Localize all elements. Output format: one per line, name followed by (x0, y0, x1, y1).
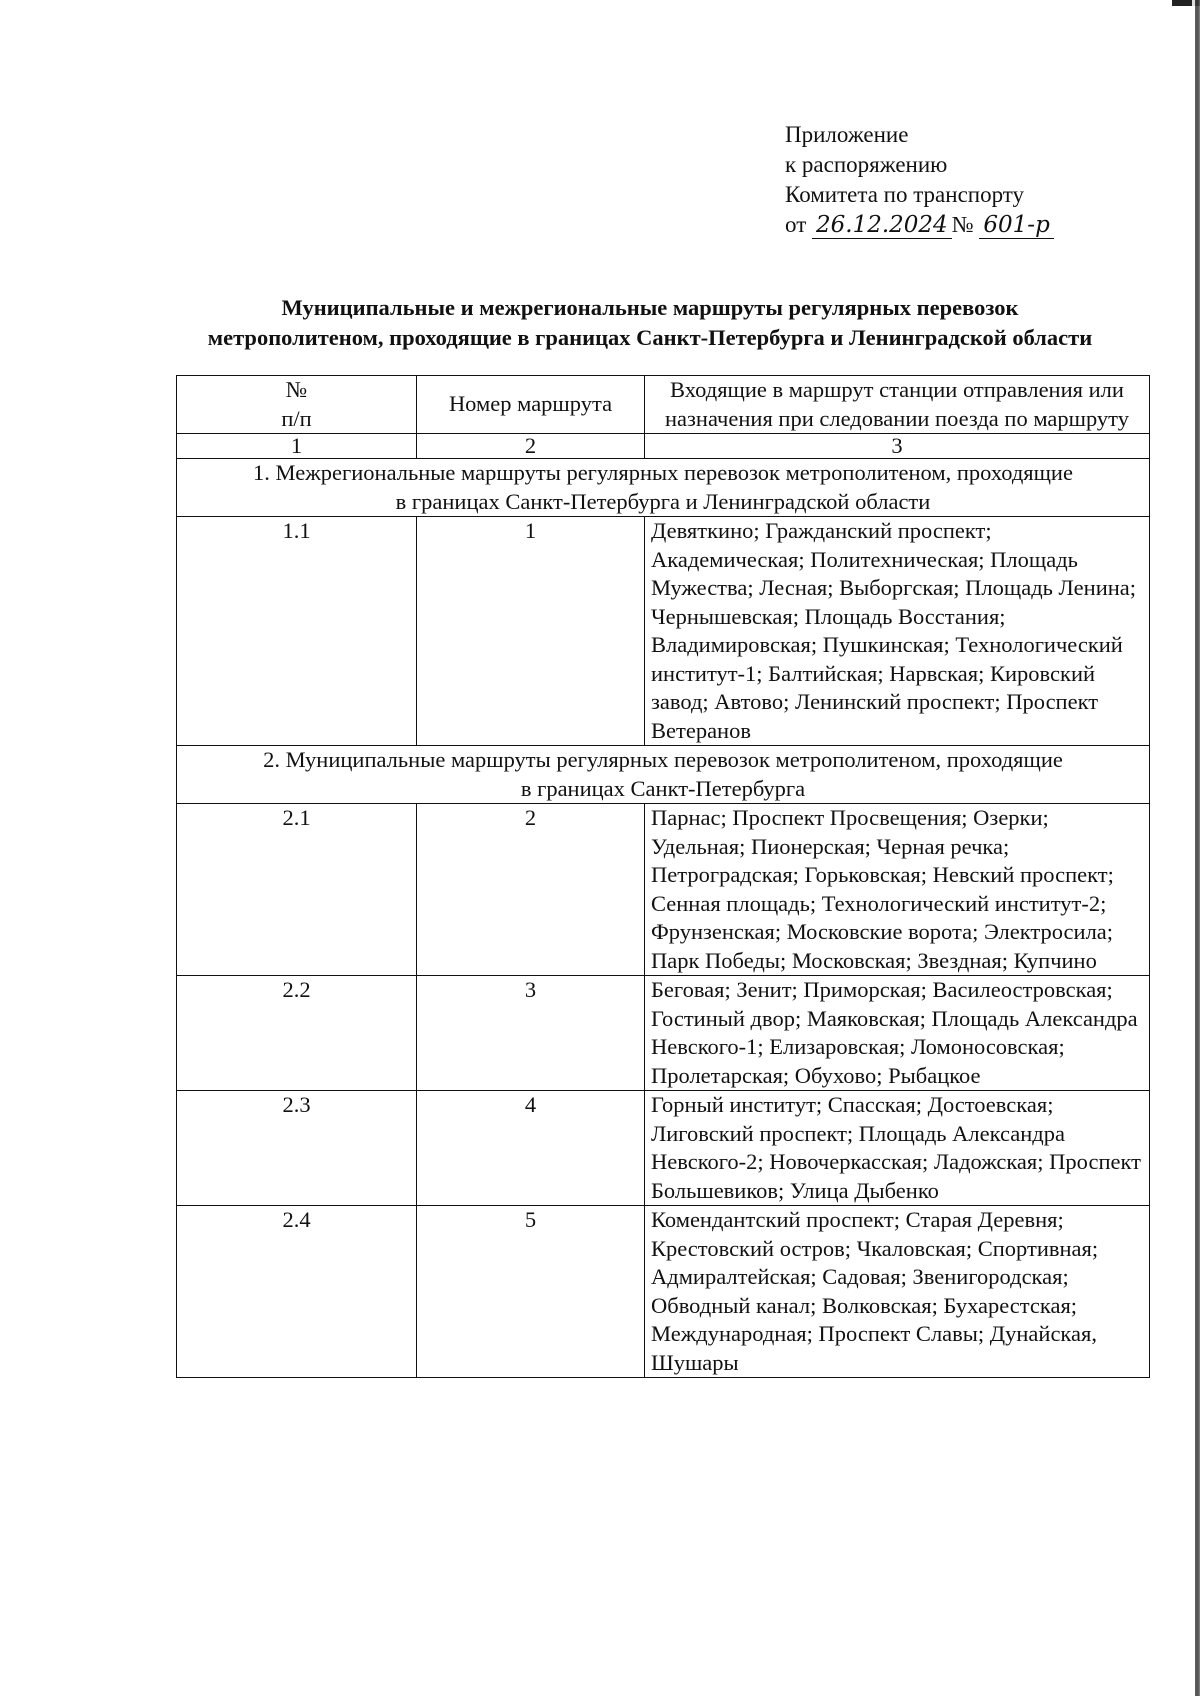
route-number: 5 (417, 1206, 645, 1378)
section-title-line: 1. Межрегиональные маршруты регулярных перевозок метрополитеном, проходящие (253, 460, 1073, 485)
header-col-index (177, 376, 417, 434)
appendix-block (785, 120, 1054, 240)
column-number: 2 (417, 434, 645, 459)
route-stations: Парнас; Проспект Просвещения; Озерки; Удельная; Пионерская; Черная речка; Петроградская; Горьковская; Невский проспект; Сенная площадь; Технологический институт-2; Фрунзенская; Московские ворота; Электросила; Парк Победы; Московская; Звездная; Купчино (645, 804, 1150, 976)
route-stations: Комендантский проспект; Старая Деревня; Крестовский остров; Чкаловская; Спортивная; Адмиралтейская; Садовая; Звенигородская; Обводный канал; Волковская; Бухарестская; Международная; Проспект Славы; Дунайская, Шушары (645, 1206, 1150, 1378)
header-col-index-line1: № (285, 377, 308, 402)
table-row (177, 517, 1150, 746)
section-row (177, 746, 1150, 804)
column-number-row (177, 434, 1150, 459)
scan-edge-artifact (1192, 0, 1200, 1696)
header-col-stations-line2: назначения при следовании поезда по маршруту (665, 405, 1129, 431)
route-stations: Горный институт; Спасская; Достоевская; Лиговский проспект; Площадь Александра Невского-2; Новочеркасская; Ладожская; Проспект Большевиков; Улица Дыбенко (645, 1091, 1150, 1206)
row-index: 1.1 (177, 517, 417, 746)
section-title-line: в границах Санкт-Петербурга и Ленинградской области (395, 488, 931, 514)
route-stations: Беговая; Зенит; Приморская; Василеостровская; Гостиный двор; Маяковская; Площадь Александра Невского-1; Елизаровская; Ломоносовская; Пролетарская; Обухово; Рыбацкое (645, 976, 1150, 1091)
appendix-line2: к распоряжению (785, 152, 948, 177)
appendix-line1: Приложение (785, 122, 909, 147)
header-col-stations-line1: Входящие в маршрут станции отправления или (670, 377, 1124, 402)
table-row (177, 1091, 1150, 1206)
date-prefix: от (785, 212, 807, 237)
section-title (177, 459, 1150, 517)
handwritten-number: 601-р (979, 212, 1053, 239)
table-row (177, 976, 1150, 1091)
route-stations: Девяткино; Гражданский проспект; Академическая; Политехническая; Площадь Мужества; Лесная; Выборгская; Площадь Ленина; Чернышевская; Площадь Восстания; Владимировская; Пушкинская; Технологический институт-1; Балтийская; Нарвская; Кировский завод; Автово; Ленинский проспект; Проспект Ветеранов (645, 517, 1150, 746)
document-title (150, 293, 1150, 353)
header-col-stations (645, 376, 1150, 434)
row-index: 2.2 (177, 976, 417, 1091)
appendix-line3: Комитета по транспорту (785, 182, 1025, 207)
route-number: 4 (417, 1091, 645, 1206)
appendix-date-line (785, 210, 1054, 240)
route-number: 2 (417, 804, 645, 976)
route-number: 3 (417, 976, 645, 1091)
header-col-route: Номер маршрута (417, 376, 645, 434)
row-index: 2.4 (177, 1206, 417, 1378)
number-prefix: № (951, 212, 974, 237)
handwritten-date: 26.12.2024 (812, 212, 952, 239)
header-col-index-line2: п/п (281, 405, 312, 431)
table-row (177, 1206, 1150, 1378)
title-line2: метрополитеном, проходящие в границах Санкт-Петербурга и Ленинградской области (207, 325, 1093, 350)
section-title (177, 746, 1150, 804)
section-title-line: в границах Санкт-Петербурга (520, 775, 806, 801)
routes-table (176, 375, 1150, 1378)
section-title-line: 2. Муниципальные маршруты регулярных перевозок метрополитеном, проходящие (263, 747, 1063, 772)
section-row (177, 459, 1150, 517)
row-index: 2.1 (177, 804, 417, 976)
row-index: 2.3 (177, 1091, 417, 1206)
column-number: 1 (177, 434, 417, 459)
route-number: 1 (417, 517, 645, 746)
table-row (177, 804, 1150, 976)
table-header-row (177, 376, 1150, 434)
title-line1: Муниципальные и межрегиональные маршруты регулярных перевозок (281, 295, 1019, 320)
column-number: 3 (645, 434, 1150, 459)
